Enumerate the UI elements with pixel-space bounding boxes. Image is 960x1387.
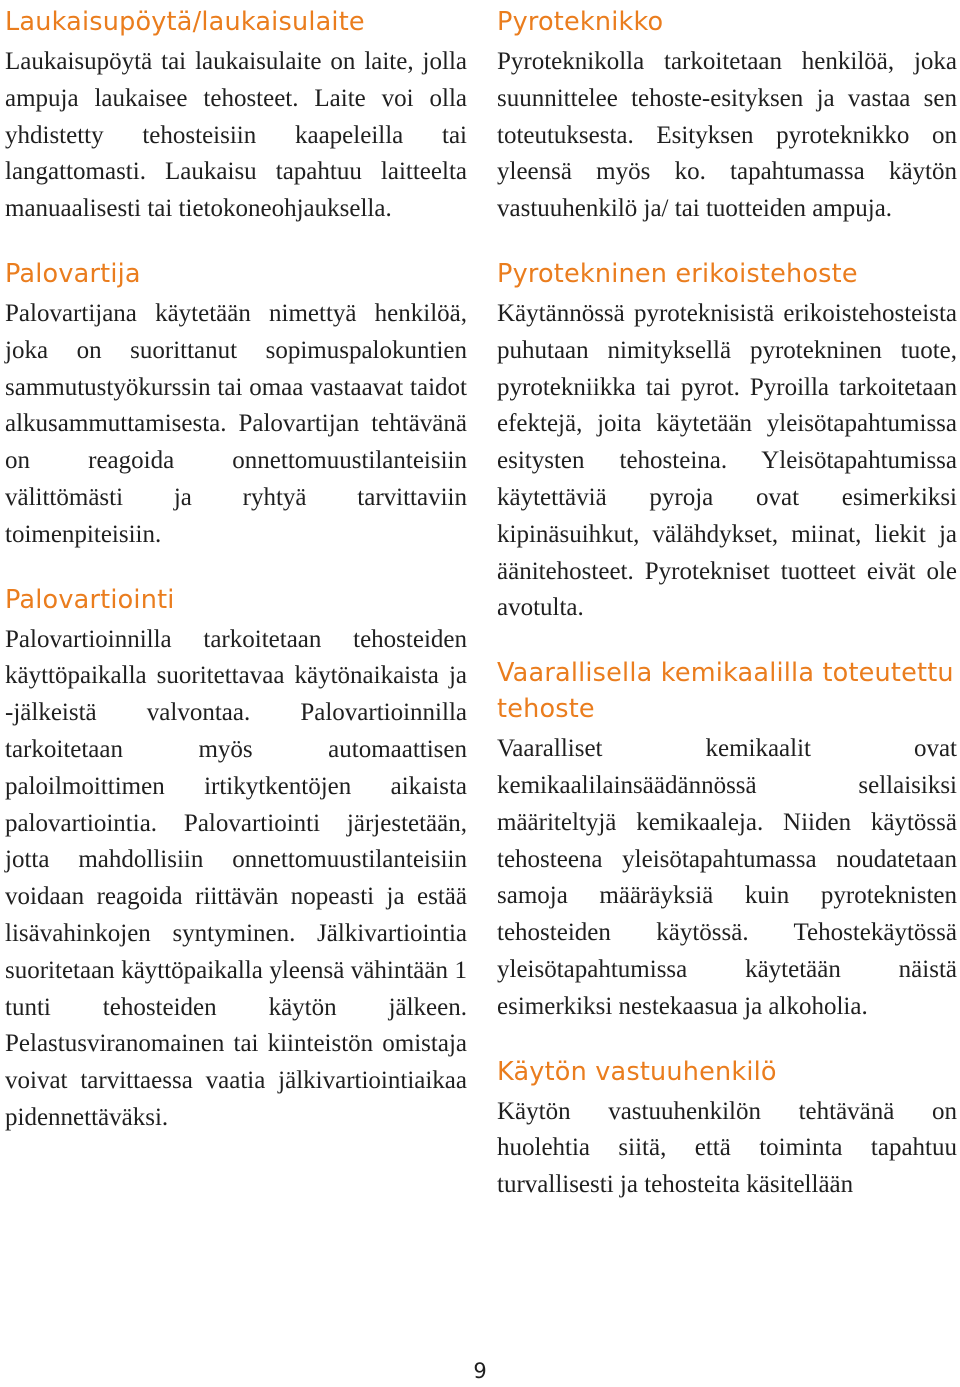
page-number: 9 — [473, 1359, 487, 1383]
section-heading: Laukaisupöytä/laukaisulaite — [5, 7, 365, 37]
section-palovartija — [5, 256, 467, 554]
section-heading: Palovartija — [5, 258, 141, 289]
section-heading: Palovartiointi — [5, 584, 175, 615]
section-palovartiointi — [5, 582, 467, 1137]
section-pyrotekninen-erikoistehoste — [497, 256, 957, 627]
section-paragraph: Palovartioinnilla tarkoitetaan tehosteiden käyttöpaikalla suoritettavaa käytönaikaista ja -jälkeistä valvontaa. Palovartioinnilla tarkoitetaan myös automaattisen paloilmoittimen irtikytkentöjen aikaista palovartiointia. Palovartiointi järjestetään, jotta mahdollisiin onnettomuustilanteisiin voidaan reagoida riittävän nopeasti ja estää lisävahinkojen syntyminen. Jälkivartiointia suoritetaan käyttöpaikalla yleensä vähintään 1 tunti tehosteiden käytön jälkeen. Pelastusviranomainen tai kiinteistön omistaja voivat tarvittaessa vaatia jälkivartiointiaikaa pidennettäväksi. — [5, 625, 467, 1131]
section-pyroteknikko — [497, 4, 957, 228]
section-heading: Vaarallisella kemikaalilla toteutettu tehoste — [497, 658, 954, 725]
section-laukaisupoyta — [5, 4, 467, 228]
section-paragraph: Laukaisupöytä tai laukaisulaite on laite, jolla ampuja laukaisee tehosteet. Laite voi olla yhdistetty tehosteisiin kaapeleilla tai langattomasti. Laukaisu tapahtuu laitteelta manuaalisesti tai tietokoneohjauksella. — [5, 48, 467, 223]
section-paragraph: Vaaralliset kemikaalit ovat kemikaalilainsäädännössä sellaisiksi määriteltyjä kemikaaleja. Niiden käytössä tehosteena yleisötapahtumassa noudatetaan samoja määräyksiä kuin pyroteknisten tehosteiden käytössä. Tehostekäytössä yleisötapahtumissa käytetään näistä esimerkiksi nestekaasua ja alkoholia. — [497, 735, 957, 1020]
left-column — [5, 4, 467, 1137]
section-heading: Käytön vastuuhenkilö — [497, 1056, 777, 1087]
section-paragraph: Käytön vastuuhenkilön tehtävänä on huolehtia siitä, että toiminta tapahtuu turvallisesti ja tehosteita käsitellään — [497, 1097, 957, 1199]
section-heading: Pyroteknikko — [497, 7, 664, 37]
section-paragraph: Käytännössä pyroteknisistä erikoistehosteista puhutaan nimityksellä pyrotekninen tuote, pyrotekniikka tai pyrot. Pyroilla tarkoitetaan efektejä, joita käytetään yleisötapahtumissa esitysten tehosteina. Yleisötapahtumissa käytettäviä pyroja ovat esimerkiksi kipinäsuihkut, välähdykset, miinat, liekit ja äänitehosteet. Pyrotekniset tuotteet eivät ole avotulta. — [497, 299, 957, 622]
section-paragraph: Pyroteknikolla tarkoitetaan henkilöä, joka suunnittelee tehoste-esityksen ja vastaa sen toteutuksesta. Esityksen pyroteknikko on yleensä myös ko. tapahtumassa käytön vastuuhenkilö ja/ tai tuotteiden ampuja. — [497, 48, 957, 223]
right-column — [497, 4, 957, 1204]
section-heading: Pyrotekninen erikoistehoste — [497, 258, 858, 289]
section-paragraph: Palovartijana käytetään nimettyä henkilöä, joka on suorittanut sopimuspalokuntien sammutustyökurssin tai omaa vastaavat taidot alkusammuttamisesta. Palovartijan tehtävänä on reagoida onnettomuustilanteisiin välittömästi ja ryhtyä tarvittaviin toimenpiteisiin. — [5, 299, 467, 548]
section-kayton-vastuuhenkilo — [497, 1054, 957, 1204]
section-vaarallinen-kemikaali — [497, 655, 957, 1025]
